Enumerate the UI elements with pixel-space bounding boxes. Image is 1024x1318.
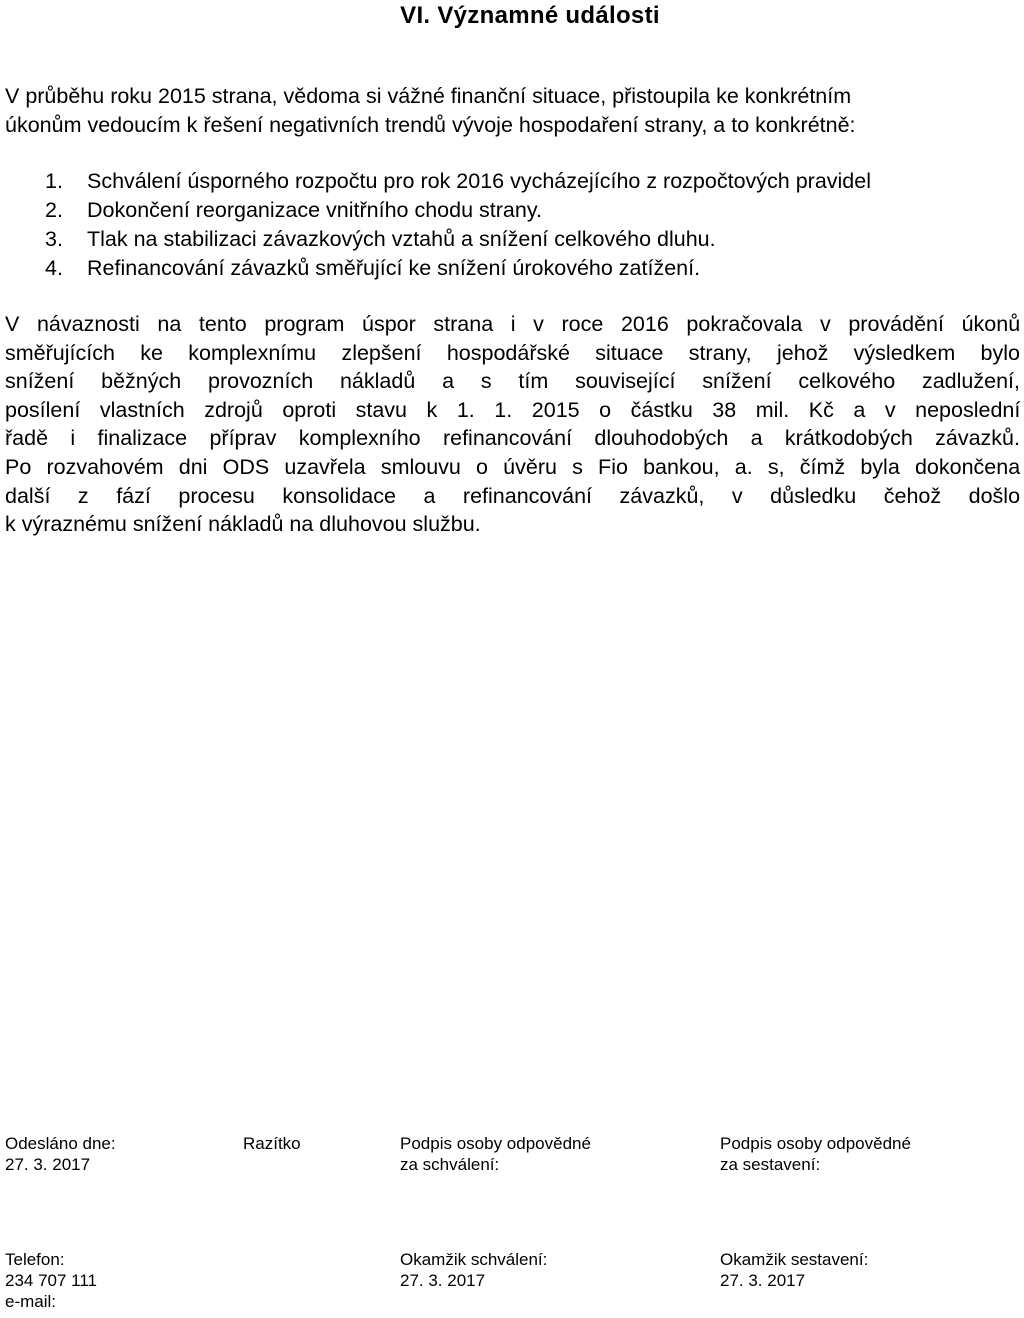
- list-item: [45, 196, 871, 225]
- body-line: řadě i finalizace příprav komplexního refinancování dlouhodobých a krátkodobých závazků.: [5, 426, 1020, 451]
- phone-label: Telefon:: [5, 1250, 65, 1269]
- measures-list: [45, 167, 871, 283]
- list-item: [45, 225, 871, 254]
- body-line: snížení běžných provozních nákladů a s tím související snížení celkového zadlužení,: [5, 369, 1020, 394]
- sent-date: 27. 3. 2017: [5, 1155, 91, 1174]
- compile-signature-label-2: za sestavení:: [720, 1155, 821, 1174]
- intro-paragraph: [5, 82, 1020, 140]
- intro-line: V průběhu roku 2015 strana, vědoma si vážné finanční situace, přistoupila ke konkrétním: [5, 84, 852, 108]
- approval-signature-label-2: za schválení:: [400, 1155, 500, 1174]
- approval-time-label: Okamžik schválení:: [400, 1250, 548, 1269]
- compile-time-label: Okamžik sestavení:: [720, 1250, 869, 1269]
- body-line: další z fází procesu konsolidace a refinancování závazků, v důsledku čehož došlo: [5, 483, 1021, 508]
- section-heading: VI. Významné události: [400, 2, 660, 29]
- body-line: k výraznému snížení nákladů na dluhovou službu.: [5, 512, 481, 537]
- list-item-text: Schválení úsporného rozpočtu pro rok 2016 vycházejícího z rozpočtových pravidel: [87, 169, 871, 193]
- contact-block: [5, 1249, 97, 1312]
- list-item-text: Refinancování závazků směřující ke snížení úrokového zatížení.: [87, 256, 701, 280]
- approval-time-value: 27. 3. 2017: [400, 1271, 486, 1290]
- list-item-number: 1.: [45, 169, 63, 193]
- compile-time-value: 27. 3. 2017: [720, 1271, 806, 1290]
- stamp-block: [243, 1133, 301, 1154]
- list-item-number: 4.: [45, 256, 63, 280]
- stamp-label: Razítko: [243, 1134, 301, 1153]
- list-item-text: Tlak na stabilizaci závazkových vztahů a snížení celkového dluhu.: [87, 227, 716, 251]
- sent-date-block: [5, 1133, 116, 1175]
- list-item-number: 3.: [45, 227, 63, 251]
- body-paragraph: [5, 310, 1020, 539]
- approval-signature-label: Podpis osoby odpovědné: [400, 1134, 591, 1153]
- approval-time-block: [400, 1249, 547, 1291]
- intro-line: úkonům vedoucím k řešení negativních trendů vývoje hospodaření strany, a to konkrétně:: [5, 113, 856, 137]
- sent-label: Odesláno dne:: [5, 1134, 116, 1153]
- compile-signature-block: [720, 1133, 911, 1175]
- list-item-number: 2.: [45, 198, 63, 222]
- compile-time-block: [720, 1249, 868, 1291]
- list-item-text: Dokončení reorganizace vnitřního chodu strany.: [87, 198, 542, 222]
- body-line: Po rozvahovém dni ODS uzavřela smlouvu o úvěru s Fio bankou, a. s, čímž byla dokončena: [5, 454, 1021, 479]
- approval-signature-block: [400, 1133, 591, 1175]
- body-line: V návaznosti na tento program úspor strana i v roce 2016 pokračovala v provádění úkonů: [5, 312, 1021, 336]
- email-label: e-mail:: [5, 1292, 57, 1311]
- compile-signature-label: Podpis osoby odpovědné: [720, 1134, 911, 1153]
- list-item: [45, 254, 871, 283]
- phone-value: 234 707 111: [5, 1271, 98, 1290]
- list-item: [45, 167, 871, 196]
- body-line: směřujících ke komplexnímu zlepšení hospodářské situace strany, jehož výsledkem bylo: [5, 340, 1020, 365]
- body-line: posílení vlastních zdrojů oproti stavu k 1. 1. 2015 o částku 38 mil. Kč a v neposlední: [5, 397, 1021, 422]
